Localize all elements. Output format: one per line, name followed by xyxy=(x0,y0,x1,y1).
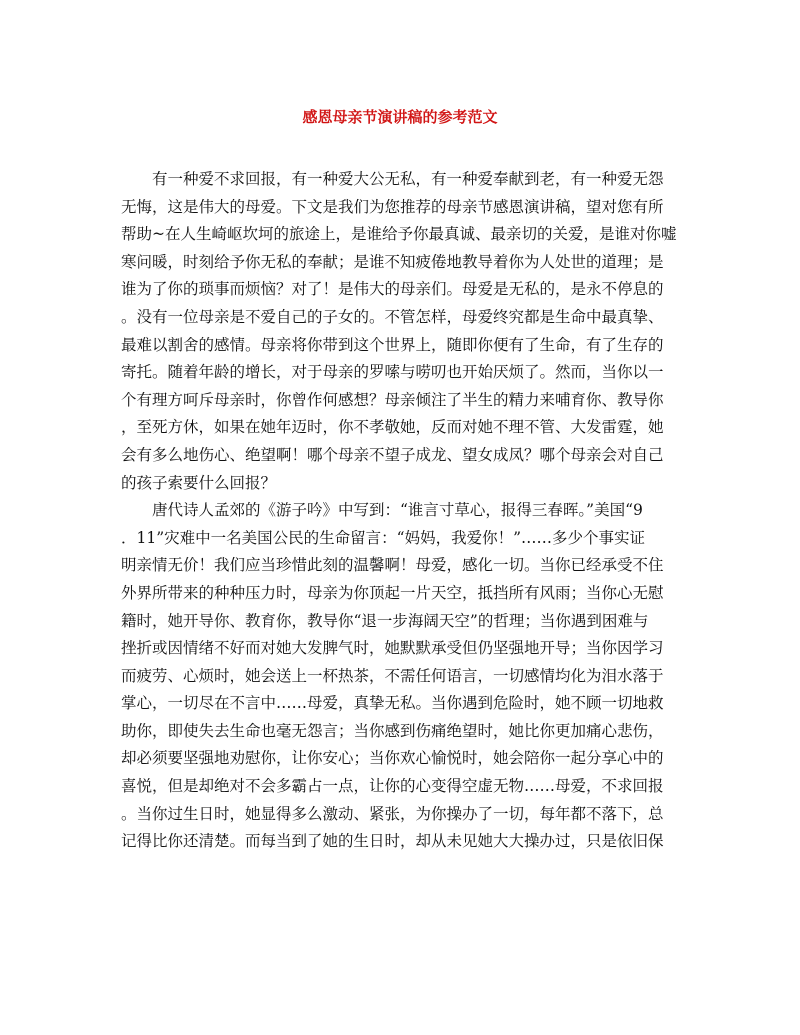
paragraph xyxy=(121,166,681,497)
paragraph-line: 谁为了你的琐事而烦恼？对了！是伟大的母亲们。母爱是无私的，是永不停息的 xyxy=(121,280,664,299)
paragraph-line: 会有多么地伤心、绝望啊！哪个母亲不望子成龙、望女成凤？哪个母亲会对自己 xyxy=(121,445,664,464)
paragraph-line: 寄托。随着年龄的增长，对于母亲的罗嗦与唠叨也开始厌烦了。然而，当你以一 xyxy=(121,363,664,382)
paragraph-line: 掌心，一切尽在不言中……母爱，真挚无私。当你遇到危险时，她不顾一切地救 xyxy=(121,694,664,713)
paragraph-line: 籍时，她开导你、教育你，教导你“退一步海阔天空”的哲理；当你遇到困难与 xyxy=(121,611,649,630)
paragraph-line: 的孩子索要什么回报？ xyxy=(121,473,277,492)
paragraph-line: 喜悦，但是却绝对不会多霸占一点，让你的心变得空虚无物……母爱，不求回报 xyxy=(121,777,664,796)
paragraph-line: 无悔，这是伟大的母爱。下文是我们为您推荐的母亲节感恩演讲稿，望对您有所 xyxy=(121,197,664,216)
paragraph-line: 却必须要坚强地劝慰你，让你安心；当你欢心愉悦时，她会陪你一起分享心中的 xyxy=(121,749,664,768)
paragraph-line: 寒问暖，时刻给予你无私的奉献；是谁不知疲倦地教导着你为人处世的道理；是 xyxy=(121,252,664,271)
paragraph-line: 助你，即使失去生命也毫无怨言；当你感到伤痛绝望时，她比你更加痛心悲伤， xyxy=(121,721,664,740)
paragraph-line: 外界所带来的种种压力时，母亲为你顶起一片天空，抵挡所有风雨；当你心无慰 xyxy=(121,583,664,602)
paragraph-line: 而疲劳、心烦时，她会送上一杯热茶，不需任何语言，一切感情均化为泪水落于 xyxy=(121,666,664,685)
paragraph-line: 有一种爱不求回报，有一种爱大公无私，有一种爱奉献到老，有一种爱无怨 xyxy=(152,170,664,188)
paragraph-line: 挫折或因情绪不好而对她大发脾气时，她默默承受但仍坚强地开导；当你因学习 xyxy=(121,639,664,658)
paragraph-line: 。没有一位母亲是不爱自己的子女的。不管怎样，母爱终究都是生命中最真挚、 xyxy=(121,307,664,326)
document-title: 感恩母亲节演讲稿的参考范文 xyxy=(302,108,498,126)
paragraph-line: 明亲情无价！我们应当珍惜此刻的温馨啊！母爱，感化一切。当你已经承受不住 xyxy=(121,556,664,575)
paragraph-line: 帮助~在人生崎岖坎坷的旅途上，是谁给予你最真诚、最亲切的关爱，是谁对你嘘 xyxy=(121,225,677,244)
paragraph xyxy=(121,497,681,856)
paragraph-line: ，至死方休，如果在她年迈时，你不孝敬她，反而对她不理不管、大发雷霆，她 xyxy=(121,418,664,437)
paragraph-line: 最难以割舍的感情。母亲将你带到这个世界上，随即你便有了生命，有了生存的 xyxy=(121,335,664,354)
paragraph-line: ．11”灾难中一名美国公民的生命留言：“妈妈，我爱你！”……多少个事实证 xyxy=(121,528,645,547)
paragraph-line: 。当你过生日时，她显得多么激动、紧张，为你操办了一切，每年都不落下，总 xyxy=(121,804,664,823)
paragraph-line: 唐代诗人孟郊的《游子吟》中写到：“谁言寸草心，报得三春晖。”美国“9 xyxy=(152,501,643,520)
paragraph-line: 记得比你还清楚。而每当到了她的生日时，却从未见她大大操办过，只是依旧保 xyxy=(121,832,664,851)
paragraph-line: 个有理方呵斥母亲时，你曾作何感想？母亲倾注了半生的精力来哺育你、教导你 xyxy=(121,390,664,409)
document-body xyxy=(121,166,681,856)
